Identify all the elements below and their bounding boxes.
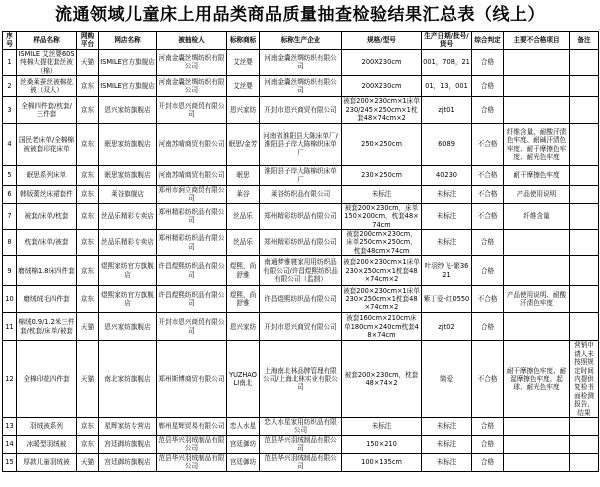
cell-batch: 40230 xyxy=(422,166,472,186)
cell-inspected-party: 开封市恩兴商贸有限公司 xyxy=(157,313,227,341)
cell-index: 5 xyxy=(3,166,17,186)
cell-inspected-party: 河南苏晴商贸有限公司 xyxy=(157,124,227,166)
cell-platform: 京东 xyxy=(77,203,99,229)
cell-remark xyxy=(570,186,599,204)
cell-manufacturer: 淮阳县子岸大陈棉织床单厂 xyxy=(260,166,342,186)
table-row xyxy=(3,124,599,166)
cell-sample-name: 韩版蕾丝床裙套件 xyxy=(17,186,77,204)
cell-inspected-party: 开封市恩兴商贸有限公司 xyxy=(157,97,227,124)
table-row xyxy=(3,97,599,124)
cell-shop: 宫廷御坊旗舰店 xyxy=(99,453,157,471)
cell-manufacturer: 恋人水星家用纺织品有限公司 xyxy=(260,417,342,435)
cell-spec: 被套200×230cm×1床单230×250cm×1枕套48×74cm×2 xyxy=(342,256,422,286)
cell-batch: 未标注 xyxy=(422,186,472,204)
cell-batch: 01，13，001 xyxy=(422,76,472,97)
cell-manufacturer: 河南金囊丝绸纺织有限公司 xyxy=(260,49,342,75)
cell-inspected-party: 河南金囊丝绸纺织有限公司 xyxy=(157,76,227,97)
cell-inspected-party: 郑州精彩纺织品有限公司 xyxy=(157,230,227,256)
cell-index: 2 xyxy=(3,76,17,97)
table-row xyxy=(3,417,599,435)
header-failed-items: 主要不合格项目 xyxy=(504,32,570,50)
cell-remark: 营销申请人未按照规定时间内提供复检书面检测报告，结果 xyxy=(570,341,599,418)
cell-verdict: 不合格 xyxy=(472,124,504,166)
cell-brand: YUZHAOLI南北 xyxy=(227,341,260,418)
cell-platform: 京东 xyxy=(77,186,99,204)
cell-batch: zjt01 xyxy=(422,97,472,124)
cell-sample-name: 棉绒0.9/1.2米三件套/枕套/床单/被套 xyxy=(17,313,77,341)
cell-brand: 煜熙，尚舒雅 xyxy=(227,256,260,286)
cell-failed-items: 产品使用说明、耐酸汗渍色牢度 xyxy=(504,286,570,313)
header-index: 序号 xyxy=(3,32,17,50)
cell-shop: 煜熙家纺官方旗舰店 xyxy=(99,256,157,286)
cell-manufacturer: 河南省淮阳县大陈床单厂/淮阳县子岸大陈棉织床单厂 xyxy=(260,124,342,166)
cell-shop: 星辉家纺专营店 xyxy=(99,417,157,435)
cell-manufacturer: 郑州精彩纺织品有限公司 xyxy=(260,230,342,256)
cell-sample-name: 冰暖型羽绒被 xyxy=(17,435,77,453)
table-body xyxy=(3,49,599,471)
cell-inspected-party: 郸州星辉贸易有限公司 xyxy=(157,417,227,435)
cell-batch: 未标注 xyxy=(422,417,472,435)
cell-verdict: 不合格 xyxy=(472,203,504,229)
cell-batch: 未标注 xyxy=(422,203,472,229)
header-batch: 生产日期/批号/货号 xyxy=(422,32,472,50)
cell-platform: 天猫 xyxy=(77,453,99,471)
cell-failed-items xyxy=(504,76,570,97)
cell-remark xyxy=(570,435,599,453)
cell-brand: 恩兴家纺 xyxy=(227,313,260,341)
cell-platform: 天猫 xyxy=(77,313,99,341)
cell-failed-items: 耐干摩擦色牢度、耐湿摩擦色牢度、起球、耐光色牢度 xyxy=(504,341,570,418)
cell-sample-name: 厚款儿童羽绒被 xyxy=(17,453,77,471)
cell-index: 14 xyxy=(3,435,17,453)
cell-platform: 京东 xyxy=(77,435,99,453)
header-inspected-party: 被抽检人 xyxy=(157,32,227,50)
cell-spec: 200X230cm xyxy=(342,76,422,97)
cell-brand: 煜熙，尚舒雅 xyxy=(227,286,260,313)
cell-spec: 被套160cm×210cm床单180cm×240cm枕套48×74cm xyxy=(342,313,422,341)
cell-sample-name: 被套/床单/枕套 xyxy=(17,203,77,229)
cell-failed-items xyxy=(504,435,570,453)
cell-batch: zjt02 xyxy=(422,313,472,341)
cell-manufacturer: 范县华兴羽绒制品有限公司 xyxy=(260,435,342,453)
cell-platform: 天猫 xyxy=(77,341,99,418)
cell-spec: 被套200×230cm，枕套48×74×2 xyxy=(342,341,422,418)
cell-verdict: 不合格 xyxy=(472,186,504,204)
cell-shop: 恩兴家纺旗舰店 xyxy=(99,313,157,341)
cell-brand: 丝品乐 xyxy=(227,203,260,229)
cell-failed-items: 产品使用说明 xyxy=(504,186,570,204)
header-remark: 备注 xyxy=(570,32,599,50)
cell-brand: 宫廷御坊 xyxy=(227,435,260,453)
cell-verdict: 合格 xyxy=(472,97,504,124)
cell-failed-items xyxy=(504,49,570,75)
cell-remark xyxy=(570,76,599,97)
cell-batch: 未标注 xyxy=(422,435,472,453)
cell-failed-items xyxy=(504,453,570,471)
cell-remark xyxy=(570,97,599,124)
cell-batch: 叶羽纱飞-繁3621 xyxy=(422,256,472,286)
cell-shop: 丝品乐精彩专卖店 xyxy=(99,230,157,256)
cell-remark xyxy=(570,417,599,435)
cell-remark xyxy=(570,453,599,471)
cell-verdict: 合格 xyxy=(472,417,504,435)
table-row xyxy=(3,341,599,418)
header-verdict: 综合判定 xyxy=(472,32,504,50)
cell-brand: 宫廷御坊 xyxy=(227,453,260,471)
cell-spec: 250×250cm xyxy=(342,124,422,166)
header-manufacturer: 标称生产企业 xyxy=(260,32,342,50)
cell-shop: 恩兴家纺旗舰店 xyxy=(99,97,157,124)
cell-verdict: 合格 xyxy=(472,256,504,286)
cell-verdict: 不合格 xyxy=(472,166,504,186)
cell-failed-items xyxy=(504,230,570,256)
cell-manufacturer: 开封市恩兴商贸有限公司 xyxy=(260,97,342,124)
table-row xyxy=(3,313,599,341)
cell-index: 1 xyxy=(3,49,17,75)
cell-failed-items xyxy=(504,256,570,286)
table-row xyxy=(3,435,599,453)
cell-failed-items: 耐干摩擦色牢度 xyxy=(504,166,570,186)
cell-inspected-party: 河南金囊丝绸纺织有限公司 xyxy=(157,49,227,75)
cell-index: 6 xyxy=(3,186,17,204)
cell-manufacturer: 范县华兴羽绒制品有限公司 xyxy=(260,453,342,471)
cell-shop: 眠思家纺旗舰店 xyxy=(99,166,157,186)
header-shop: 网店名称 xyxy=(99,32,157,50)
cell-manufacturer: 许昌煜熙纺织品有限公司 xyxy=(260,286,342,313)
cell-verdict: 不合格 xyxy=(472,286,504,313)
cell-verdict: 合格 xyxy=(472,435,504,453)
table-row xyxy=(3,256,599,286)
cell-sample-name: 磨绒绒毛四件套 xyxy=(17,286,77,313)
cell-failed-items xyxy=(504,97,570,124)
cell-spec: 被套200×230cm，床单150×200cm，枕套48×74cm xyxy=(342,203,422,229)
cell-brand: 艾丝婴 xyxy=(227,49,260,75)
results-table xyxy=(2,31,599,472)
cell-platform: 京东 xyxy=(77,286,99,313)
cell-platform: 京东 xyxy=(77,97,99,124)
cell-platform: 京东 xyxy=(77,230,99,256)
header-platform: 网购平台 xyxy=(77,32,99,50)
cell-batch: 6089 xyxy=(422,124,472,166)
cell-platform: 京东 xyxy=(77,166,99,186)
cell-remark xyxy=(570,230,599,256)
cell-manufacturer: 开封市恩兴商贸有限公司 xyxy=(260,313,342,341)
cell-index: 3 xyxy=(3,97,17,124)
table-row xyxy=(3,49,599,75)
cell-remark xyxy=(570,166,599,186)
cell-batch: 001，708，21 xyxy=(422,49,472,75)
cell-shop: 莱谷旗舰店 xyxy=(99,186,157,204)
cell-batch: 未标注 xyxy=(422,453,472,471)
cell-platform: 天猫 xyxy=(77,49,99,75)
cell-batch: 简爱 xyxy=(422,341,472,418)
cell-platform: 京东 xyxy=(77,76,99,97)
cell-verdict: 合格 xyxy=(472,313,504,341)
cell-shop: ISMILE官方旗舰店 xyxy=(99,76,157,97)
cell-shop: 南北家纺旗舰店 xyxy=(99,341,157,418)
cell-failed-items xyxy=(504,313,570,341)
cell-sample-name: ISMILE 艾丝婴60S纯棉大提花套丝被（棉） xyxy=(18,49,75,75)
cell-brand: 恋人水星 xyxy=(227,417,260,435)
cell-manufacturer: 郑州精彩纺织品有限公司 xyxy=(260,203,342,229)
cell-spec: 100×135cm xyxy=(342,453,422,471)
cell-brand: 眠思 xyxy=(227,166,260,186)
cell-manufacturer: 上海南北林品牌管理有限公司/上海北林实业有限公司 xyxy=(260,341,342,418)
cell-spec: 200X230cm xyxy=(342,49,422,75)
cell-inspected-party: 范县华兴羽绒制品有限公司 xyxy=(157,435,227,453)
cell-batch: 未标注 xyxy=(422,230,472,256)
cell-index: 10 xyxy=(3,286,17,313)
cell-brand: 恩兴家纺 xyxy=(227,97,260,124)
cell-sample-name: 眠思系列床单 xyxy=(17,166,77,186)
cell-remark xyxy=(570,203,599,229)
header-sample-name: 样品名称 xyxy=(17,32,77,50)
document-title: 流通领域儿童床上用品类商品质量抽查检验结果汇总表（线上） xyxy=(55,5,545,25)
cell-spec: 被套200cm×230cm，床单250cm×250cm，枕套48cm×74cm xyxy=(342,230,422,256)
cell-sample-name: 丝桑莱蚕丝被棉花被（双人） xyxy=(17,76,77,97)
header-row xyxy=(3,32,599,50)
cell-sample-name: 磨绒棉1.8床四件套 xyxy=(17,256,77,286)
cell-shop: ISMILE官方旗舰店 xyxy=(99,49,157,75)
cell-platform: 京东 xyxy=(77,417,99,435)
cell-failed-items: 纤维含量、耐酸汗渍色牢度、耐碱汗渍色牢度、耐干摩擦色牢度、耐光色牢度 xyxy=(504,124,570,166)
cell-failed-items: 纤维含量 xyxy=(504,203,570,229)
cell-failed-items xyxy=(504,417,570,435)
cell-inspected-party: 许昌煜熙纺织品有限公司 xyxy=(157,256,227,286)
header-brand: 标称商标 xyxy=(227,32,260,50)
cell-verdict: 合格 xyxy=(472,230,504,256)
cell-remark xyxy=(570,256,599,286)
cell-spec: 被套200×230cm×1床单230×250cm×1枕套48×74cm×2 xyxy=(343,286,420,312)
cell-index: 15 xyxy=(3,453,17,471)
cell-sample-name: 枕套/床单/被套 xyxy=(17,230,77,256)
cell-index: 7 xyxy=(3,203,17,229)
cell-index: 4 xyxy=(3,124,17,166)
table-row xyxy=(3,76,599,97)
cell-manufacturer: 南通梦雅寝家用用纺织品有限公司/许昌煜熙纺织品有限公司（监制） xyxy=(260,256,342,286)
cell-spec: 230×250cm xyxy=(342,166,422,186)
cell-spec: 被套200×230cm×1床单230/245×250cm×1枕套48×74cm×2 xyxy=(343,97,420,123)
cell-verdict: 合格 xyxy=(472,76,504,97)
cell-brand: 丝品乐 xyxy=(227,230,260,256)
cell-inspected-party: 郑州市涧立商贸有限公司 xyxy=(157,186,227,204)
cell-inspected-party: 河南苏晴商贸有限公司 xyxy=(157,166,227,186)
cell-sample-name: 全棉印花四件套 xyxy=(17,341,77,418)
cell-index: 13 xyxy=(3,417,17,435)
cell-sample-name: 国民老床单/全棉棉被被套印花床单 xyxy=(17,124,77,166)
cell-manufacturer: 河南金囊丝绸纺织有限公司 xyxy=(260,76,342,97)
table-row xyxy=(3,186,599,204)
cell-shop: 宫廷御坊旗舰店 xyxy=(99,435,157,453)
table-row xyxy=(3,230,599,256)
cell-remark xyxy=(570,286,599,313)
cell-verdict: 不合格 xyxy=(472,341,504,418)
cell-brand: 莱谷 xyxy=(227,186,260,204)
cell-shop: 丝品乐精彩专卖店 xyxy=(99,203,157,229)
table-row xyxy=(3,453,599,471)
cell-index: 9 xyxy=(3,256,17,286)
table-row xyxy=(3,166,599,186)
cell-spec: 150×210 xyxy=(342,435,422,453)
cell-brand: 眠思/金芳 xyxy=(227,124,260,166)
cell-remark xyxy=(570,124,599,166)
cell-inspected-party: 郑州斯博商贸有限公司 xyxy=(157,341,227,418)
cell-index: 8 xyxy=(3,230,17,256)
cell-sample-name: 羽绒被系列 xyxy=(17,417,77,435)
cell-inspected-party: 郑州精彩纺织品有限公司 xyxy=(157,203,227,229)
table-row xyxy=(3,286,599,313)
cell-platform: 京东 xyxy=(77,124,99,166)
cell-inspected-party: 许昌煜熙纺织品有限公司 xyxy=(157,286,227,313)
cell-remark xyxy=(570,49,599,75)
cell-batch: 紫丁爱-红0550 xyxy=(422,286,472,313)
cell-remark xyxy=(570,313,599,341)
cell-platform: 京东 xyxy=(77,256,99,286)
header-spec: 规格/型号 xyxy=(342,32,422,50)
cell-spec: 未标注 xyxy=(342,186,422,204)
cell-index: 11 xyxy=(3,313,17,341)
cell-verdict: 合格 xyxy=(472,453,504,471)
cell-verdict: 合格 xyxy=(472,49,504,75)
cell-sample-name: 全棉四件套/枕套/三件套 xyxy=(17,97,77,124)
cell-inspected-party: 范县华兴羽绒制品有限公司 xyxy=(157,453,227,471)
cell-shop: 眠思家纺旗舰店 xyxy=(99,124,157,166)
cell-spec: 未标注 xyxy=(342,417,422,435)
cell-manufacturer: 莱谷纺织品有限公司 xyxy=(260,186,342,204)
table-row xyxy=(3,203,599,229)
cell-shop: 煜熙家纺官方旗舰店 xyxy=(99,286,157,313)
cell-index: 12 xyxy=(3,341,17,418)
cell-brand: 艾丝婴 xyxy=(227,76,260,97)
